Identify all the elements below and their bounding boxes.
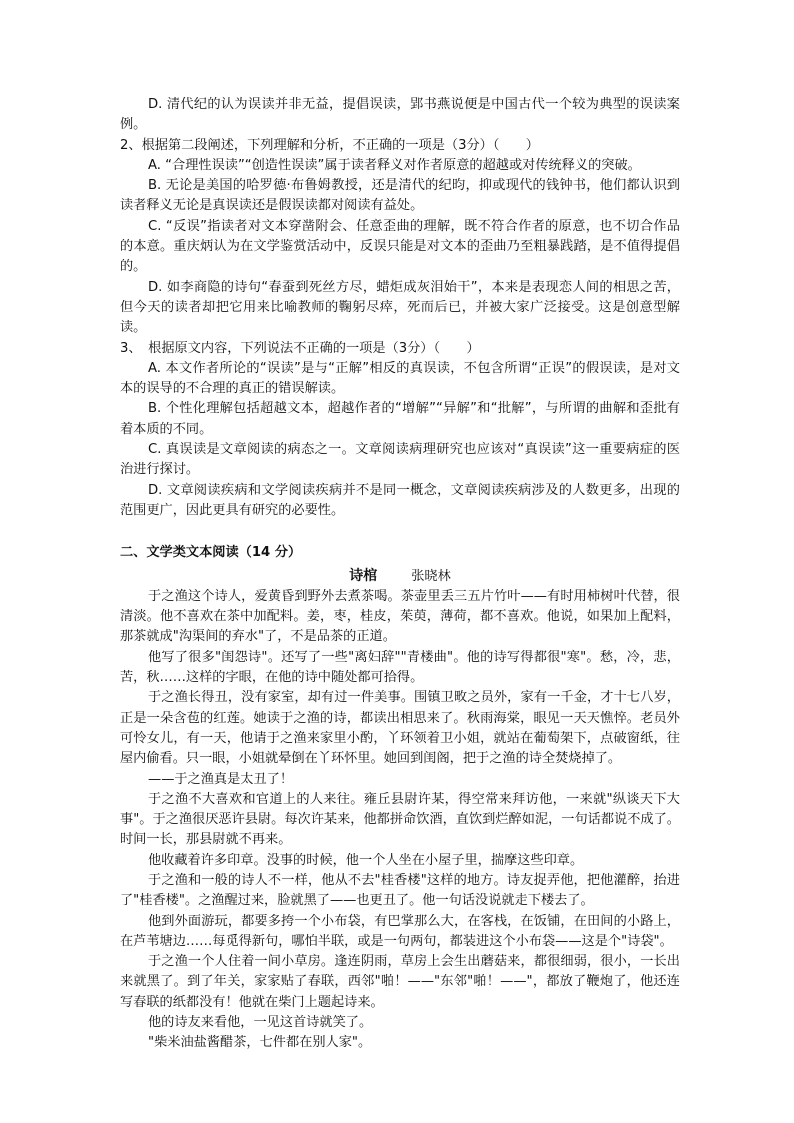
body-paragraph: 于之渔这个诗人，爱黄昏到野外去煮茶喝。茶壶里丢三五片竹叶——有时用柿树叶代替，很清淡。他不喜欢在茶中加配料。姜，枣，桂皮，茱萸，薄荷，都不喜欢。他说，如果加上配料，那茶就成"沟渠间的弃水"了，不是品茶的正道。 [120,588,680,645]
body-paragraph: 他写了很多"闺怨诗"。还写了一些"离妇辞""青楼曲"。他的诗写得都很"寒"。愁，冷，悲，苦，秋……这样的字眼，在他的诗中随处都可拾得。 [120,649,680,686]
body-paragraph: 他到外面游玩，都要多挎一个小布袋，有巴掌那么大，在客栈，在饭铺，在田间的小路上，在芦苇塘边……每觅得新句，哪怕半联，或是一句两句，都装进这个小布袋——这是个"诗袋"。 [120,913,680,949]
q2-option-a: A. “合理性误读”“创造性误读”属于读者释义对作者原意的超越或对传统释义的突破。 [148,157,641,173]
q1-option-d: D. 清代纪的认为误读并非无益，提倡误读，郢书燕说便是中国古代一个较为典型的误读案例。 [120,97,680,133]
article-title: 诗棺 [349,567,378,584]
body-paragraph: 于之渔一个人住着一间小草房。逢连阴雨，草房上会生出蘑菇来，都很细弱，很小，一长出来就黑了。到了年关，家家贴了春联，西邻"啪！——"东邻"啪！——"，都放了鞭炮了，他还连写春联的纸都没有！他就在柴门上题起诗来。 [120,954,680,1010]
q3-option-d: D. 文章阅读疾病和文学阅读疾病并不是同一概念，文章阅读疾病涉及的人数更多，出现的范围更广，因此更具有研究的必要性。 [120,482,680,518]
q3-option-b: B. 个性化理解包括超越文本，超越作者的“增解”“异解”和“批解”，与所谓的曲解和歪批有着本质的不同。 [120,401,680,437]
body-paragraph: 他收藏着许多印章。没事的时候，他一个人坐在小屋子里，揣摩这些印章。 [148,852,584,868]
q3-option-c: C. 真误读是文章阅读的病态之一。文章阅读病理研究也应该对“真误读”这一重要病症的医治进行探讨。 [120,442,680,478]
q2-stem: 2、根据第二段阐述，下列理解和分析，不正确的一项是（3分）（ ） [120,137,539,153]
q3-stem: 3、 根据原文内容，下列说法不正确的一项是（3分）（ ） [120,340,480,356]
document-page [120,95,680,1054]
section-heading: 二、文学类文本阅读（14 分） [120,545,302,561]
article-author: 张晓林 [411,568,451,584]
q2-option-d: D. 如李商隐的诗句“春蚕到死丝方尽，蜡炬成灰泪始干”，本来是表现恋人间的相思之苦，但今天的读者却把它用来比喻教师的鞠躬尽瘁，死而后已，并被大家广泛接受。这是创意型解读。 [120,279,680,336]
body-paragraph: 于之渔不大喜欢和官道上的人来往。雍丘县尉许某，得空常来拜访他，一来就"纵谈天下大事"。于之渔很厌恶许县尉。每次许某来，他都拼命饮酒，直饮到烂醉如泥，一句话都说不成了。时间一长，那县尉就不再来。 [120,791,680,848]
body-paragraph: 于之渔和一般的诗人不一样，他从不去"桂香楼"这样的地方。诗友捉弄他，把他灌醉，抬进了"桂香楼"。之渔醒过来，脸就黑了——也更丑了。他一句话没说就走下楼去了。 [120,872,680,909]
q2-option-c: C. “反误”指读者对文本穿凿附会、任意歪曲的理解，既不符合作者的原意，也不切合作品的本意。重庆炳认为在文学鉴赏活动中，反误只能是对文本的歪曲乃至粗暴践踏，是不值得提倡的。 [120,218,680,275]
body-paragraph: 于之渔长得丑，没有家室，却有过一件美事。围镇卫畋之员外，家有一千金，才十七八岁，正是一朵含苞的红莲。她读于之渔的诗，都读出相思来了。秋雨海棠，眼见一天天憔悴。老员外可怜女儿，有一天，他请于之渔来家里小酌，丫环领着卫小姐，就站在葡萄架下，点破窗纸，往屋内偷看。只一眼，小姐就晕倒在丫环怀里。她回到闺阁，把于之渔的诗全焚烧掉了。 [120,690,680,767]
q2-option-b: B. 无论是美国的哈罗德·布鲁姆教授，还是清代的纪昀，抑或现代的钱钟书，他们都认识到读者释义无论是真误读还是假误读都对阅读有益处。 [120,178,680,214]
body-paragraph: 他的诗友来看他，一见这首诗就笑了。 [148,1015,373,1031]
article-title-row [120,566,680,587]
body-paragraph: "柴米油盐酱醋茶，七件都在别人家"。 [148,1035,372,1051]
body-paragraph: ——于之渔真是太丑了！ [148,771,294,787]
q3-option-a: A. 本文作者所论的“误读”是与“正解”相反的真误读，不包含所谓“正误”的假误读，是对文本的误导的不合理的真正的错误解读。 [120,360,680,397]
